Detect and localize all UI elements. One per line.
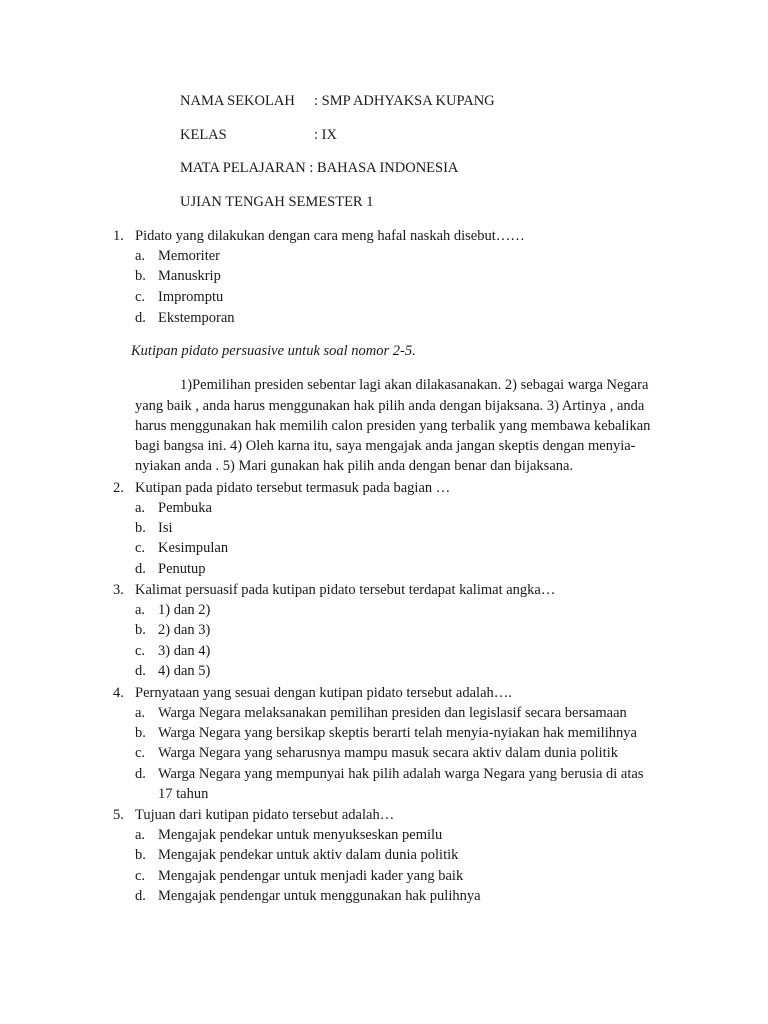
- question-5-text: Tujuan dari kutipan pidato tersebut adalah…: [135, 807, 395, 823]
- passage-line-1: 1)Pemilihan presiden sebentar lagi akan dilakasanakan. 2) sebagai warga Negara: [180, 377, 649, 393]
- q3-option-b: 2) dan 3): [158, 622, 211, 638]
- q4-option-b-letter: b.: [135, 725, 146, 741]
- question-1-text: Pidato yang dilakukan dengan cara meng hafal naskah disebut……: [135, 228, 525, 244]
- q5-option-b: Mengajak pendekar untuk aktiv dalam dunia politik: [158, 847, 459, 863]
- school-value: : SMP ADHYAKSA KUPANG: [314, 93, 495, 109]
- q4-option-d: Warga Negara yang mempunyai hak pilih adalah warga Negara yang berusia di atas: [158, 766, 644, 782]
- q4-option-d-letter: d.: [135, 766, 146, 782]
- question-3-number: 3.: [113, 582, 124, 598]
- q2-option-a-letter: a.: [135, 500, 146, 516]
- q1-option-a: Memoriter: [158, 248, 221, 264]
- q4-option-c-letter: c.: [135, 745, 146, 761]
- q4-option-c: Warga Negara yang seharusnya mampu masuk secara aktiv dalam dunia politik: [158, 745, 618, 761]
- q3-option-d-letter: d.: [135, 663, 146, 679]
- q3-option-c: 3) dan 4): [158, 643, 211, 659]
- q5-option-a-letter: a.: [135, 827, 146, 843]
- q5-option-c-letter: c.: [135, 868, 146, 884]
- q1-option-a-letter: a.: [135, 248, 146, 264]
- class-label: KELAS: [180, 127, 227, 143]
- question-4-number: 4.: [113, 685, 124, 701]
- q1-option-b-letter: b.: [135, 268, 146, 284]
- q5-option-a: Mengajak pendekar untuk menyukseskan pemilu: [158, 827, 443, 843]
- passage-line-4: bagi bangsa ini. 4) Oleh karna itu, saya mengajak anda jangan skeptis dengan menyia-: [135, 438, 636, 454]
- q2-option-c: Kesimpulan: [158, 540, 229, 556]
- q3-option-a-letter: a.: [135, 602, 146, 618]
- passage-line-3: harus menggunakan hak memilih calon presiden yang terbalik yang membawa kebalikan: [135, 418, 651, 434]
- passage-line-2: yang baik , anda harus menggunakan hak pilih anda dengan bijaksana. 3) Artinya , anda: [135, 398, 645, 414]
- question-4-text: Pernyataan yang sesuai dengan kutipan pidato tersebut adalah….: [135, 685, 512, 701]
- question-3-text: Kalimat persuasif pada kutipan pidato tersebut terdapat kalimat angka…: [135, 582, 556, 598]
- q5-option-d: Mengajak pendengar untuk menggunakan hak pulihnya: [158, 888, 481, 904]
- question-2-text: Kutipan pada pidato tersebut termasuk pada bagian …: [135, 480, 451, 496]
- q3-option-b-letter: b.: [135, 622, 146, 638]
- school-label: NAMA SEKOLAH: [180, 93, 295, 109]
- q2-option-b: Isi: [158, 520, 173, 536]
- q1-option-d: Ekstemporan: [158, 310, 235, 326]
- q4-option-a-letter: a.: [135, 705, 146, 721]
- q5-option-b-letter: b.: [135, 847, 146, 863]
- q1-option-c: Impromptu: [158, 289, 224, 305]
- q4-option-d-continuation: 17 tahun: [158, 786, 209, 802]
- passage-intro: Kutipan pidato persuasive untuk soal nomor 2-5.: [131, 343, 416, 359]
- q3-option-d: 4) dan 5): [158, 663, 211, 679]
- q2-option-b-letter: b.: [135, 520, 146, 536]
- q2-option-c-letter: c.: [135, 540, 146, 556]
- question-2-number: 2.: [113, 480, 124, 496]
- q5-option-d-letter: d.: [135, 888, 146, 904]
- subject-line: MATA PELAJARAN : BAHASA INDONESIA: [180, 160, 459, 176]
- q1-option-d-letter: d.: [135, 310, 146, 326]
- q1-option-b: Manuskrip: [158, 268, 221, 284]
- q1-option-c-letter: c.: [135, 289, 146, 305]
- q2-option-a: Pembuka: [158, 500, 212, 516]
- question-5-number: 5.: [113, 807, 124, 823]
- q2-option-d: Penutup: [158, 561, 206, 577]
- exam-title: UJIAN TENGAH SEMESTER 1: [180, 194, 374, 210]
- q3-option-c-letter: c.: [135, 643, 146, 659]
- q4-option-b: Warga Negara yang bersikap skeptis berarti telah menyia-nyiakan hak memilihnya: [158, 725, 637, 741]
- q4-option-a: Warga Negara melaksanakan pemilihan presiden dan legislasif secara bersamaan: [158, 705, 627, 721]
- q5-option-c: Mengajak pendengar untuk menjadi kader yang baik: [158, 868, 464, 884]
- question-1-number: 1.: [113, 228, 124, 244]
- q2-option-d-letter: d.: [135, 561, 146, 577]
- q3-option-a: 1) dan 2): [158, 602, 211, 618]
- passage-line-5: nyiakan anda . 5) Mari gunakan hak pilih anda dengan benar dan bijaksana.: [135, 458, 574, 474]
- class-value: : IX: [314, 127, 337, 143]
